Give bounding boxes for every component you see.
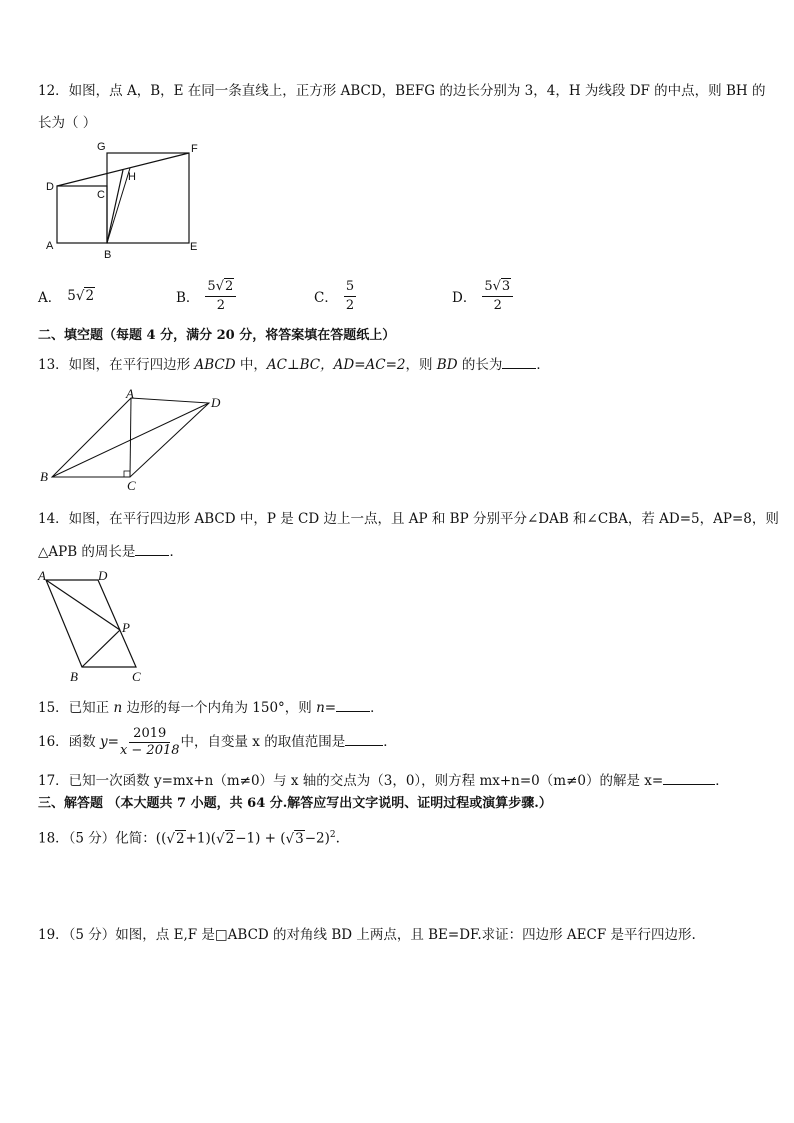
- q16-stem: 16．函数 y= $\frac{2019}{x - 2018}$ 中，自变量 x 的取值范围是 ．: [38, 726, 397, 758]
- option-b-value: $\frac{5√2}{2}$: [205, 279, 236, 314]
- q15-answer-blank[interactable]: [336, 697, 370, 712]
- section-2-heading: 二、填空题（每题 4 分，满分 20 分，将答案填在答题纸上）: [38, 328, 396, 343]
- q14-answer-blank[interactable]: [135, 541, 169, 556]
- option-d-value: $\frac{5√3}{2}$: [482, 279, 513, 314]
- label-c: C: [132, 669, 141, 684]
- q16-answer-blank[interactable]: [345, 731, 383, 746]
- diagonal-ac: [130, 398, 131, 477]
- q12-option-a[interactable]: [38, 276, 95, 316]
- label-f: F: [191, 143, 198, 155]
- label-p: P: [122, 620, 130, 635]
- q13-figure: [38, 386, 228, 496]
- label-e: E: [190, 241, 198, 253]
- option-b-label: B．: [176, 290, 200, 306]
- right-angle-mark: [124, 471, 130, 477]
- label-c: C: [127, 478, 136, 493]
- segment-bh: [107, 170, 123, 243]
- option-c-value: $\frac{5}{2}$: [345, 278, 355, 313]
- option-a-label: A．: [38, 290, 62, 306]
- q12-option-c[interactable]: [314, 276, 356, 316]
- q12-figure: [40, 138, 210, 264]
- segment-df: [57, 153, 189, 186]
- label-d: D: [46, 181, 54, 193]
- q12-option-b[interactable]: [176, 276, 236, 316]
- q14-figure: [36, 566, 156, 684]
- q12-stem-line2: 长为（ ）: [38, 115, 97, 131]
- segment-bh-2: [107, 168, 130, 243]
- section-3-heading: 三、解答题 （本大题共 7 小题，共 64 分.解答应写出文字说明、证明过程或演算步骤.）: [38, 796, 552, 811]
- label-a: A: [46, 240, 54, 252]
- label-d: D: [211, 395, 221, 410]
- label-b: B: [70, 669, 78, 684]
- q13-answer-blank[interactable]: [502, 354, 536, 369]
- q18-stem: 18．（5 分）化简：($(√2+1)(√2-1) + (√3-2)^2$.: [38, 830, 340, 847]
- q12-stem-line1: 12．如图，点 A，B，E 在同一条直线上，正方形 ABCD，BEFG 的边长分别为 3，4，H 为线段 DF 的中点，则 BH 的: [38, 83, 766, 99]
- label-a: A: [38, 568, 46, 583]
- option-c-label: C．: [314, 290, 338, 306]
- label-g: G: [97, 141, 106, 153]
- square-befg: [107, 153, 189, 243]
- label-c: C: [97, 189, 105, 201]
- label-b: B: [40, 469, 48, 484]
- q17-stem: 17．已知一次函数 y=mx+n（m≠0）与 x 轴的交点为（3，0），则方程 mx+n=0（m≠0）的解是 x= ．: [38, 770, 729, 790]
- segment-bp: [82, 630, 120, 667]
- label-b: B: [104, 249, 112, 261]
- q12-option-d[interactable]: [452, 276, 513, 316]
- q19-stem: 19．（5 分）如图，点 E,F 是□ABCD 的对角线 BD 上两点，且 BE=DF.求证：四边形 AECF 是平行四边形.: [38, 927, 696, 943]
- q14-stem-line1: 14．如图，在平行四边形 ABCD 中，P 是 CD 边上一点，且 AP 和 BP 分别平分∠DAB 和∠CBA，若 AD=5，AP=8，则: [38, 511, 779, 527]
- q16-fraction: $\frac{2019}{x - 2018}$: [119, 726, 180, 758]
- q17-answer-blank[interactable]: [663, 770, 715, 785]
- q13-stem: 13．如图，在平行四边形 ABCD 中，AC⊥BC，AD=AC=2，则 BD 的长为 ．: [38, 354, 550, 374]
- q15-stem: 15．已知正 n 边形的每一个内角为 150°，则 n= ．: [38, 697, 384, 717]
- q14-stem-line2: △APB 的周长是 ．: [38, 541, 183, 561]
- label-a: A: [126, 386, 134, 401]
- option-d-label: D．: [452, 290, 477, 306]
- option-a-value: 5√2: [67, 288, 95, 304]
- label-h: H: [128, 171, 136, 183]
- label-d: D: [98, 568, 108, 583]
